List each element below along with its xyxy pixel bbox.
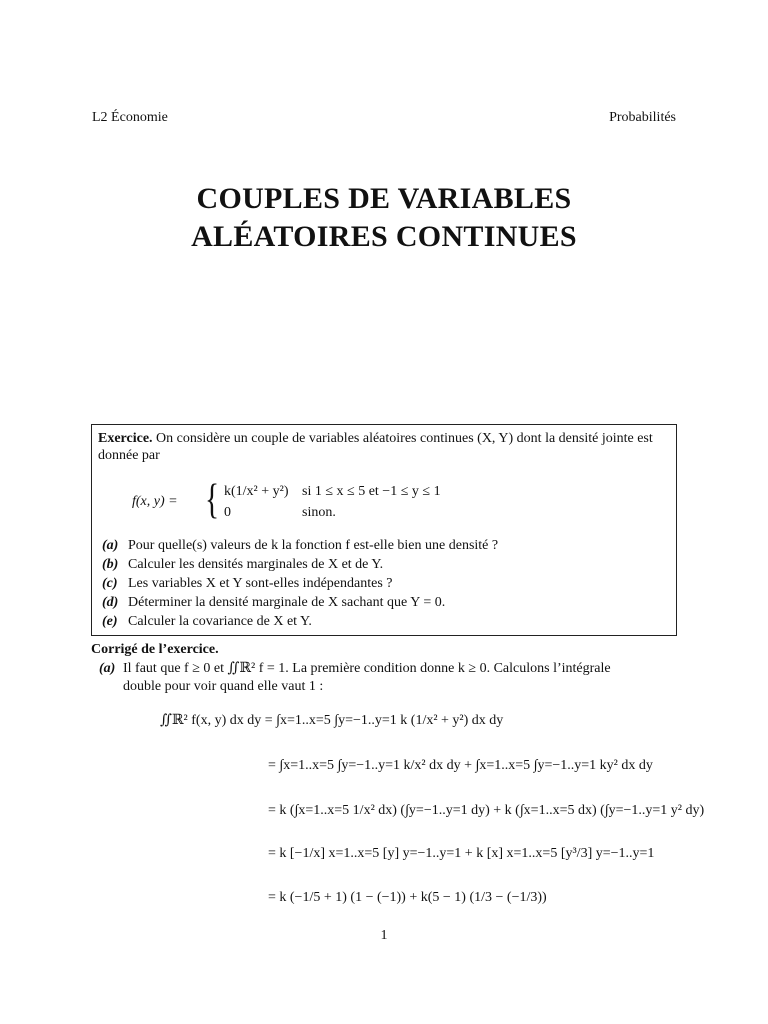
math-line-5: = k (−1/5 + 1) (1 − (−1)) + k(5 − 1) (1/3 − (−1/3))	[268, 890, 547, 905]
question-text: Calculer les densités marginales de X et de Y.	[128, 557, 384, 572]
density-lhs: f(x, y) =	[132, 494, 178, 509]
exercise-intro	[98, 430, 670, 464]
question-list	[102, 537, 662, 632]
title-line-1: COUPLES DE VARIABLES	[196, 182, 572, 215]
question-label: (b)	[102, 557, 119, 572]
math-line-1: ∬ℝ² f(x, y) dx dy = ∫x=1..x=5 ∫y=−1..y=1 k (1/x² + y²) dx dy	[160, 713, 504, 728]
question-label: (a)	[102, 538, 119, 553]
question-item	[102, 556, 662, 575]
density-definition	[132, 477, 532, 523]
case2-cond: sinon.	[302, 505, 336, 520]
exercise-label: Exercice.	[98, 431, 153, 446]
page-title	[0, 180, 768, 256]
question-item	[102, 575, 662, 594]
header-right: Probabilités	[609, 110, 676, 125]
math-line-4: = k [−1/x] x=1..x=5 [y] y=−1..y=1 + k [x] x=1..x=5 [y³/3] y=−1..y=1	[268, 846, 655, 861]
question-text: Pour quelle(s) valeurs de k la fonction f est-elle bien une densité ?	[128, 538, 499, 553]
solution-text-1: Il faut que f ≥ 0 et ∬ℝ² f = 1. La première condition donne k ≥ 0. Calculons l’intégrale	[123, 661, 611, 676]
question-text: Calculer la covariance de X et Y.	[128, 614, 312, 629]
question-label: (d)	[102, 595, 119, 610]
math-line-3: = k (∫x=1..x=5 1/x² dx) (∫y=−1..y=1 dy) + k (∫x=1..x=5 dx) (∫y=−1..y=1 y² dy)	[268, 803, 705, 818]
question-item	[102, 613, 662, 632]
question-label: (e)	[102, 614, 118, 629]
solution-heading: Corrigé de l’exercice.	[91, 642, 219, 657]
case1-cond: si 1 ≤ x ≤ 5 et −1 ≤ y ≤ 1	[302, 484, 441, 499]
solution-label: (a)	[99, 661, 116, 676]
solution-body	[91, 660, 681, 696]
exercise-intro-text: On considère un couple de variables aléatoires continues (X, Y) dont la densité jointe est donnée par	[98, 431, 653, 463]
header-left: L2 Économie	[92, 110, 168, 125]
title-line-2: ALÉATOIRES CONTINUES	[191, 220, 577, 253]
math-line-2: = ∫x=1..x=5 ∫y=−1..y=1 k/x² dx dy + ∫x=1..x=5 ∫y=−1..y=1 ky² dx dy	[268, 758, 653, 773]
exercise-box	[91, 424, 677, 636]
brace-icon: {	[205, 477, 220, 523]
question-label: (c)	[102, 576, 118, 591]
case1-expr: k(1/x² + y²)	[224, 484, 289, 499]
page-number: 1	[380, 928, 388, 943]
question-item	[102, 594, 662, 613]
question-text: Les variables X et Y sont-elles indépendantes ?	[128, 576, 393, 591]
question-text: Déterminer la densité marginale de X sachant que Y = 0.	[128, 595, 446, 610]
question-item	[102, 537, 662, 556]
solution-text-2: double pour voir quand elle vaut 1 :	[123, 679, 324, 694]
case2-expr: 0	[224, 505, 231, 520]
